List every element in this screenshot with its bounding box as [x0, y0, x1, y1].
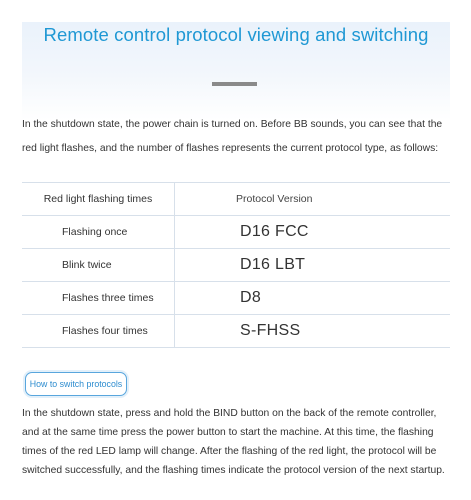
page-title: Remote control protocol viewing and switching	[43, 24, 429, 45]
flash-count-cell: Flashing once	[22, 216, 175, 249]
switch-instructions-paragraph: In the shutdown state, press and hold the BIND button on the back of the remote controller, and at the same time press the power button to start the machine. At this time, the flashing times of the red LED lamp will change. After the flashing of the red light, the protocol will be switched successfully, and the flashing times indicate the protocol version of the next startup.	[22, 408, 445, 476]
flash-count-cell: Flashes three times	[22, 282, 175, 315]
table-row	[22, 249, 450, 282]
protocol-cell: D8	[175, 282, 451, 315]
table-row	[22, 216, 450, 249]
header-flashing-times: Red light flashing times	[22, 183, 175, 216]
header-protocol-version: Protocol Version	[175, 183, 451, 216]
protocol-cell: D16 LBT	[175, 249, 451, 282]
table-header-row	[22, 183, 450, 216]
intro-paragraph: In the shutdown state, the power chain is turned on. Before BB sounds, you can see that the red light flashes, and the number of flashes represents the current protocol type, as follows:	[22, 119, 443, 154]
protocol-cell: S-FHSS	[175, 315, 451, 348]
protocol-table	[22, 182, 450, 348]
table-row	[22, 282, 450, 315]
flash-count-cell: Flashes four times	[22, 315, 175, 348]
table-row	[22, 315, 450, 348]
flash-count-cell: Blink twice	[22, 249, 175, 282]
title-underline	[212, 82, 257, 86]
switch-protocols-badge: How to switch protocols	[25, 372, 127, 396]
protocol-cell: D16 FCC	[175, 216, 451, 249]
